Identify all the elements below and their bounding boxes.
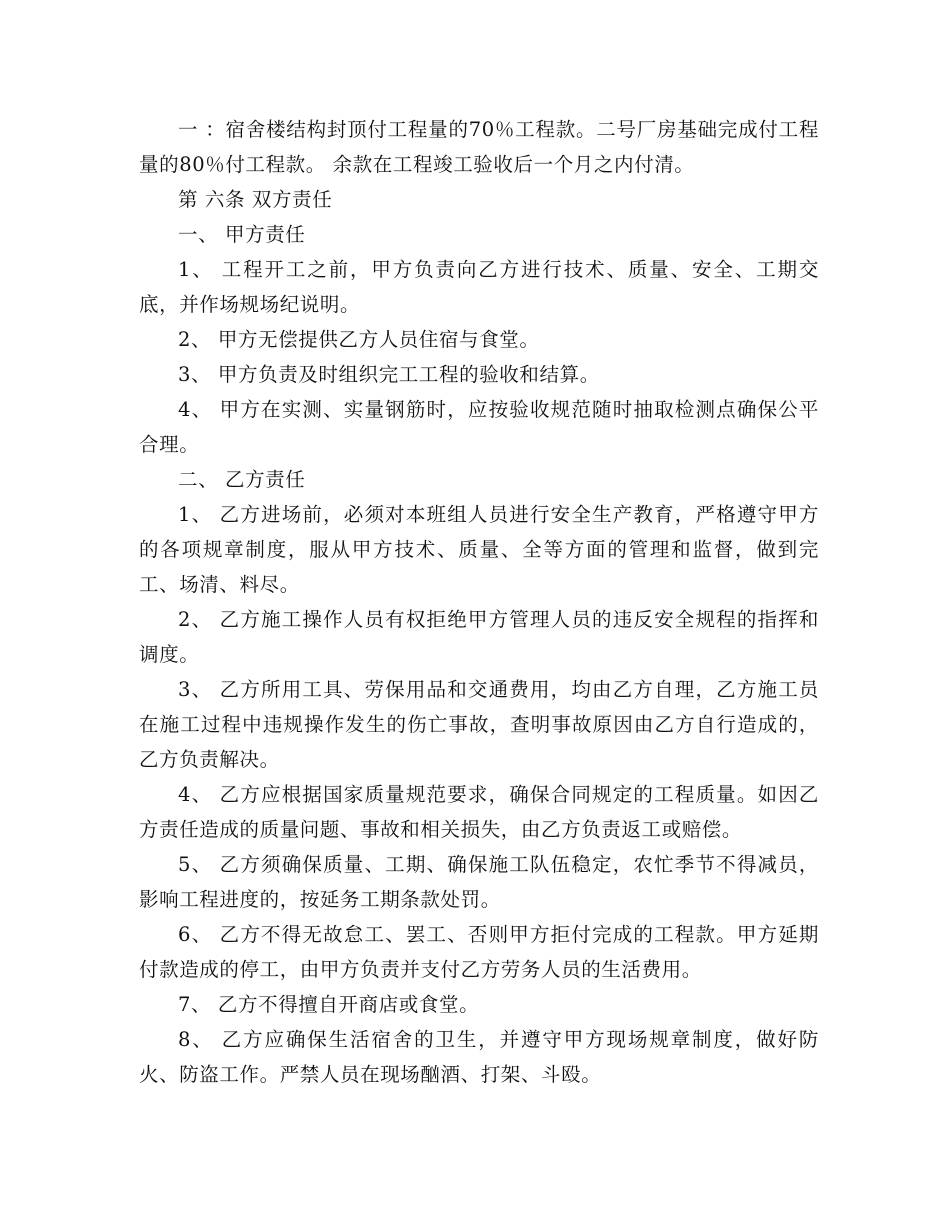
party-a-item-2: 2、 甲方无偿提供乙方人员住宿与食堂。 xyxy=(178,328,540,351)
section-heading-party-b: 二、 乙方责任 xyxy=(178,468,306,491)
party-b-item-4: 4、 乙方应根据国家质量规范要求，确保合同规定的工程质量。如因乙方责任造成的质量问题、事故和相关损失，由乙方负责返工或赔偿。 xyxy=(139,783,819,841)
paragraph-payment-terms: 一 ：宿舍楼结构封顶付工程量的70％工程款。二号厂房基础完成付工程量的80％付工程款。 余款在工程竣工验收后一个月之内付清。 xyxy=(139,118,819,176)
party-a-item-3: 3、 甲方负责及时组织完工工程的验收和结算。 xyxy=(178,363,600,386)
article-heading: 第 六条 双方责任 xyxy=(178,188,333,211)
party-b-item-8: 8、 乙方应确保生活宿舍的卫生，并遵守甲方现场规章制度，做好防火、防盗工作。严禁人员在现场酗酒、打架、斗殴。 xyxy=(139,1028,819,1086)
section-heading-party-a: 一、 甲方责任 xyxy=(178,223,306,246)
party-a-item-4: 4、 甲方在实测、实量钢筋时，应按验收规范随时抽取检测点确保公平合理。 xyxy=(139,398,819,456)
party-b-item-6: 6、 乙方不得无故怠工、罢工、否则甲方拒付完成的工程款。甲方延期付款造成的停工，由甲方负责并支付乙方劳务人员的生活费用。 xyxy=(139,923,819,981)
party-b-item-1: 1、 乙方进场前，必须对本班组人员进行安全生产教育，严格遵守甲方的各项规章制度，服从甲方技术、质量、全等方面的管理和监督，做到完工、场清、料尽。 xyxy=(139,503,819,596)
party-b-item-5: 5、 乙方须确保质量、工期、确保施工队伍稳定，农忙季节不得减员，影响工程进度的，按延务工期条款处罚。 xyxy=(139,853,819,911)
document-page xyxy=(139,112,819,1092)
party-b-item-2: 2、 乙方施工操作人员有权拒绝甲方管理人员的违反安全规程的指挥和调度。 xyxy=(139,608,819,666)
party-b-item-7: 7、 乙方不得擅自开商店或食堂。 xyxy=(178,993,480,1016)
party-a-item-1: 1、 工程开工之前，甲方负责向乙方进行技术、质量、安全、工期交底，并作场规场纪说明。 xyxy=(139,258,819,316)
party-b-item-3: 3、 乙方所用工具、劳保用品和交通费用，均由乙方自理，乙方施工员在施工过程中违规操作发生的伤亡事故，查明事故原因由乙方自行造成的，乙方负责解决。 xyxy=(139,678,819,771)
